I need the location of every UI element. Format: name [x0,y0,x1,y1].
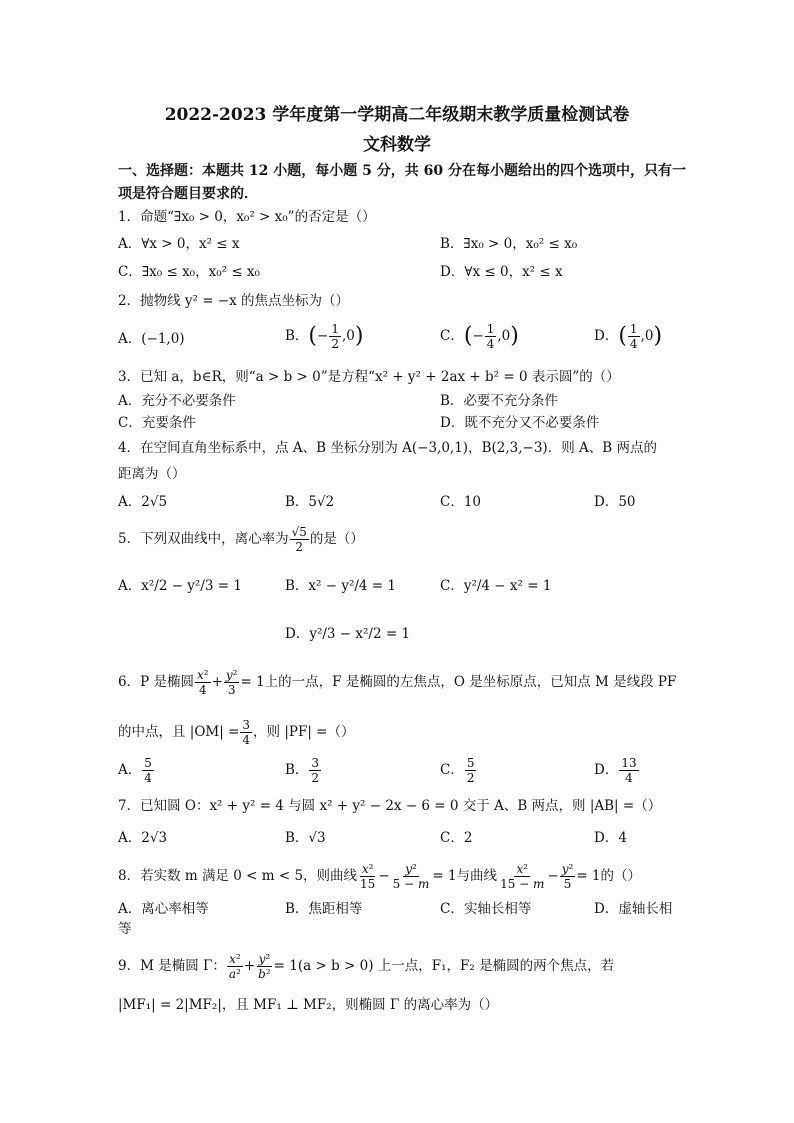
q3-option-d: D．既不充分又不必要条件 [440,415,600,431]
q7-option-b: B．√3 [285,830,326,846]
q1-option-b: B．∃x₀ > 0，x₀² ≤ x₀ [440,236,578,252]
q6-stem-text: 6．P 是椭圆 [118,674,194,690]
q4-option-d: D．50 [594,494,636,510]
exam-subtitle: 文科数学 [363,135,431,155]
q8-option-b: B．焦距相等 [285,901,363,917]
q2-option-d: D．( $\frac{1}{4}$ ,0) [594,322,663,351]
q8-stem-text: 8．若实数 m 满足 0 < m < 5，则曲线 [118,868,358,884]
q2-option-c: C．(− $\frac{1}{4}$ ,0) [440,322,519,351]
q5-option-c: C．y²/4 − x² = 1 [440,578,552,594]
q2-option-d-fraction: $\frac{1}{4}$ [629,322,638,351]
q6-option-d: D． $\frac{13}{4}$ [594,756,637,785]
q8-stem-mid: 与曲线 [456,868,498,884]
q4-option-c: C．10 [440,494,482,510]
q2-option-a: A．(−1,0) [118,331,185,347]
q8-option-d: D．虚轴长相 [594,901,673,917]
q8-stem-tail: 的（） [600,868,642,884]
q3-option-b: B．必要不充分条件 [440,393,558,409]
q2-option-b-label: B． [285,328,309,344]
q6-om-fraction: $\frac{3}{4}$ [242,718,251,747]
q5-stem [118,525,364,554]
q4-option-b: B．5√2 [285,494,335,510]
section-heading-line1: 一、选择题：本题共 12 小题，每小题 5 分，共 60 分在每小题给出的四个选项中，只有一 [118,163,686,179]
q4-stem-line2: 距离为（） [118,466,186,482]
q6-option-c: C． $\frac{5}{2}$ [440,756,475,785]
q1-stem: 1．命题“∃x₀ > 0，x₀² > x₀”的否定是（） [118,209,376,225]
q6-stem-line2 [118,718,354,747]
q1-option-c: C．∃x₀ ≤ x₀，x₀² ≤ x₀ [118,264,260,280]
q5-stem-text: 5．下列双曲线中，离心率为 [118,531,289,547]
q6-stem2-text: 的中点，且 |OM| = [118,724,240,740]
q8-option-c: C．实轴长相等 [440,901,532,917]
q2-option-b-fraction: $\frac{1}{2}$ [331,322,339,351]
q3-option-c: C．充要条件 [118,415,196,431]
q5-stem-tail: 的是（） [309,531,364,547]
q2-option-d-label: D． [594,328,619,344]
q7-stem: 7．已知圆 O：x² + y² = 4 与圆 x² + y² − 2x − 6 = 0 交于 A、B 两点，则 |AB| =（） [118,798,662,814]
q6-stem2-tail: ，则 |PF| =（） [253,724,355,740]
q9-stem-tail: (a > b > 0) 上一点，F₁，F₂ 是椭圆的两个焦点，若 [297,958,615,974]
q6-stem-tail: 上的一点，F 是椭圆的左焦点，O 是坐标原点，已知点 M 是线段 PF [264,674,677,690]
q5-option-a: A．x²/2 − y²/3 = 1 [118,578,242,594]
q5-option-b: B．x² − y²/4 = 1 [285,578,396,594]
q1-option-a: A．∀x > 0，x² ≤ x [118,236,240,252]
q9-stem-text: 9．M 是椭圆 Γ： [118,958,226,974]
q5-eccentricity-fraction: $\frac{√5}{2}$ [291,525,307,554]
q9-stem-line2: |MF₁| = 2|MF₂|，且 MF₁ ⊥ MF₂，则椭圆 Γ 的离心率为（） [118,997,499,1013]
q6-stem-line1: 6．P 是椭圆 $\frac{\text{x²}}{4}$ + $\frac{\text{y²}}{3}$ = 1上的一点，F 是椭圆的左焦点，O 是坐标原点，已知点 M 是线段 PF [118,668,677,697]
section-heading-line2: 项是符合题目要求的． [118,186,258,202]
q3-stem: 3．已知 a，b∈R，则“a > b > 0”是方程“x² + y² + 2ax + b² = 0 表示圆”的（） [118,369,620,385]
q6-option-b: B． $\frac{3}{2}$ [285,756,320,785]
exam-title: 2022-2023 学年度第一学期高二年级期末教学质量检测试卷 [164,105,630,125]
q9-stem-line1: 9．M 是椭圆 Γ： $\frac{\text{x²}}{\text{a²}}$ + $\frac{\text{y²}}{\text{b²}}$ = 1(a > b > 0) 上一点，F₁，F₂ 是椭圆的两个焦点，若 [118,952,615,981]
q2-option-c-fraction: $\frac{1}{4}$ [486,322,495,351]
q2-option-b: B．(− $\frac{1}{2}$ ,0) [285,322,364,351]
q6-option-a: A． $\frac{5}{4}$ [118,756,152,785]
q2-stem: 2．抛物线 y² = −x 的焦点坐标为（） [118,293,350,309]
q5-option-d: D．y²/3 − x²/2 = 1 [285,626,411,642]
q8-option-a: A．离心率相等 [118,901,209,917]
q7-option-a: A．2√3 [118,830,168,846]
q4-option-a: A．2√5 [118,494,168,510]
q8-stem: 8．若实数 m 满足 0 < m < 5，则曲线 $\frac{\text{x²}}{15}$ − $\frac{\text{y²}}{5 - m}$ = 1与曲线 $\frac{\text{x²}}{15 - m}$ − $\frac{\text{y²}}{5}$ = 1的（） [118,862,642,891]
q7-option-c: C．2 [440,830,473,846]
q3-option-a: A．充分不必要条件 [118,393,236,409]
q2-option-c-label: C． [440,328,464,344]
q7-option-d: D．4 [594,830,627,846]
q8-option-d-continued: 等 [118,921,132,937]
q4-stem-line1: 4．在空间直角坐标系中，点 A、B 坐标分别为 A(−3,0,1)，B(2,3,−3)．则 A、B 两点的 [118,440,657,456]
q1-option-d: D．∀x ≤ 0，x² ≤ x [440,264,563,280]
